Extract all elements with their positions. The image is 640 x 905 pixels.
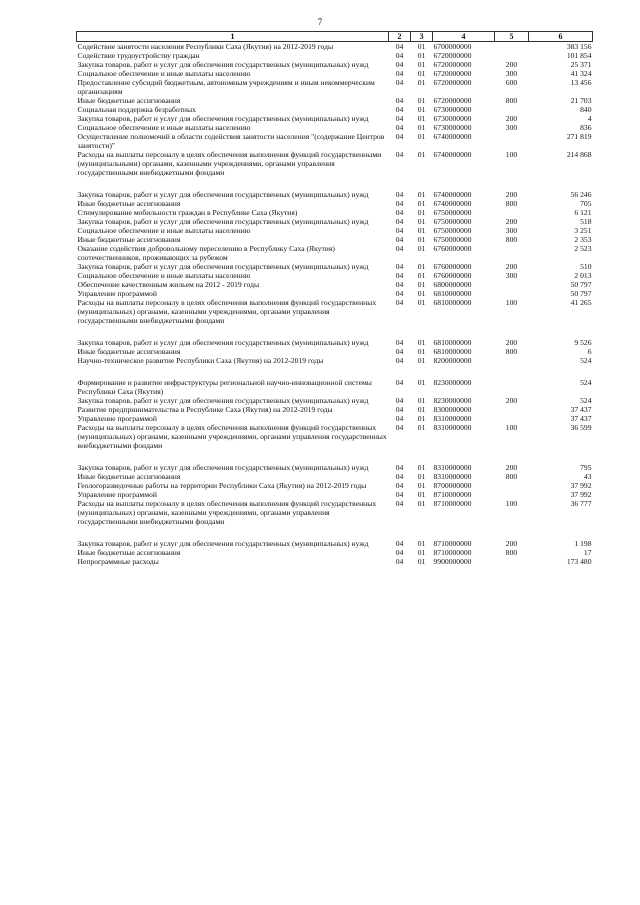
expense-type-cell: 200 (505, 217, 518, 226)
amount-cell: 13 456 (570, 78, 592, 87)
amount-cell: 41 265 (570, 298, 592, 307)
expense-type-cell (495, 378, 529, 396)
amount-cell: 50 797 (570, 289, 592, 298)
row-name-cell: Социальное обеспечение и иные выплаты населению (77, 271, 251, 280)
table-row (77, 114, 593, 123)
section-code-cell: 04 (395, 123, 404, 132)
row-name-cell: Расходы на выплаты персоналу в целях обеспечения выполнения функций государственных (муниципальных) органами, казенными учреждениями, органами управления государственных внебюджетными фондами (77, 423, 387, 450)
section-code-cell: 04 (395, 289, 404, 298)
subsection-code-cell: 01 (417, 132, 426, 141)
table-row (77, 539, 593, 548)
row-name-cell: Иные бюджетные ассигнования (77, 472, 181, 481)
expense-type-cell (495, 405, 529, 414)
subsection-code-cell: 01 (417, 396, 426, 405)
target-article-cell: 8700000000 (433, 481, 472, 490)
section-code-cell: 04 (395, 356, 404, 365)
amount-cell: 6 (587, 347, 592, 356)
row-name-cell: Управление программой (77, 414, 157, 423)
expense-type-cell: 800 (505, 235, 518, 244)
target-article-cell: 8710000000 (433, 539, 472, 548)
target-article-cell: 6740000000 (433, 190, 472, 199)
subsection-code-cell: 01 (417, 199, 426, 208)
amount-cell: 101 854 (566, 51, 592, 60)
table-row (77, 557, 593, 566)
amount-cell: 25 371 (570, 60, 592, 69)
expense-type-cell (495, 490, 529, 499)
expense-type-cell (495, 51, 529, 60)
subsection-code-cell: 01 (417, 378, 426, 387)
section-code-cell: 04 (395, 347, 404, 356)
table-row (77, 423, 593, 463)
expense-type-cell (495, 414, 529, 423)
row-name-cell: Закупка товаров, работ и услуг для обеспечения государственных (муниципальных) нужд (77, 190, 369, 199)
section-code-cell: 04 (395, 96, 404, 105)
expense-type-cell (495, 132, 529, 150)
row-name-cell: Научно-техническое развитие Республики Саха (Якутия) на 2012-2019 годы (77, 356, 324, 365)
section-code-cell: 04 (395, 150, 404, 159)
target-article-cell: 8310000000 (433, 463, 472, 472)
amount-cell: 50 797 (570, 280, 592, 289)
page-number: 7 (317, 17, 323, 27)
subsection-code-cell: 01 (417, 414, 426, 423)
row-name-cell: Иные бюджетные ассигнования (77, 235, 181, 244)
expense-type-cell: 600 (505, 78, 518, 87)
target-article-cell: 8310000000 (433, 414, 472, 423)
row-name-cell: Расходы на выплаты персоналу в целях обеспечения выполнения функций государственных (муниципальных) органами, казенными учреждениями, органами управления государственными внебюджетными фондами (77, 499, 377, 526)
target-article-cell: 8710000000 (433, 490, 472, 499)
amount-cell: 17 (583, 548, 592, 557)
subsection-code-cell: 01 (417, 463, 426, 472)
row-name-cell: Закупка товаров, работ и услуг для обеспечения государственных (муниципальных) нужд (77, 338, 369, 347)
subsection-code-cell: 01 (417, 190, 426, 199)
table-row (77, 481, 593, 490)
table-row (77, 96, 593, 105)
row-name-cell: Социальная поддержка безработных (77, 105, 196, 114)
table-row (77, 472, 593, 481)
subsection-code-cell: 01 (417, 347, 426, 356)
expense-type-cell (495, 280, 529, 289)
target-article-cell: 8300000000 (433, 405, 472, 414)
table-row (77, 132, 593, 150)
subsection-code-cell: 01 (417, 96, 426, 105)
section-code-cell: 04 (395, 190, 404, 199)
subsection-code-cell: 01 (417, 114, 426, 123)
expense-type-cell (495, 481, 529, 490)
amount-cell: 214 868 (566, 150, 592, 159)
expense-type-cell (495, 208, 529, 217)
table-row (77, 217, 593, 226)
target-article-cell: 8200000000 (433, 356, 472, 365)
header-col-3: 3 (411, 32, 433, 42)
expense-type-cell: 300 (505, 226, 518, 235)
table-row (77, 226, 593, 235)
row-name-cell: Закупка товаров, работ и услуг для обеспечения государственных (муниципальных) нужд (77, 114, 369, 123)
expense-type-cell: 300 (505, 271, 518, 280)
expense-type-cell: 100 (505, 150, 518, 159)
table-row (77, 262, 593, 271)
subsection-code-cell: 01 (417, 548, 426, 557)
row-name-cell: Закупка товаров, работ и услуг для обеспечения государственных (муниципальных) нужд (77, 262, 369, 271)
section-code-cell: 04 (395, 423, 404, 432)
subsection-code-cell: 01 (417, 557, 426, 566)
subsection-code-cell: 01 (417, 226, 426, 235)
subsection-code-cell: 01 (417, 244, 426, 253)
subsection-code-cell: 01 (417, 271, 426, 280)
subsection-code-cell: 01 (417, 69, 426, 78)
section-code-cell: 04 (395, 235, 404, 244)
section-code-cell: 04 (395, 539, 404, 548)
target-article-cell: 6810000000 (433, 338, 472, 347)
subsection-code-cell: 01 (417, 338, 426, 347)
row-name-cell: Закупка товаров, работ и услуг для обеспечения государственных (муниципальных) нужд (77, 463, 369, 472)
amount-cell: 3 251 (574, 226, 592, 235)
target-article-cell: 6740000000 (433, 150, 472, 159)
row-name-cell: Иные бюджетные ассигнования (77, 548, 181, 557)
row-name-cell: Иные бюджетные ассигнования (77, 96, 181, 105)
amount-cell: 37 992 (570, 481, 592, 490)
expense-type-cell: 800 (505, 199, 518, 208)
amount-cell: 43 (583, 472, 592, 481)
target-article-cell: 6810000000 (433, 298, 472, 307)
amount-cell: 2 353 (574, 235, 592, 244)
section-code-cell: 04 (395, 405, 404, 414)
expense-type-cell: 800 (505, 347, 518, 356)
subsection-code-cell: 01 (417, 42, 426, 51)
section-code-cell: 04 (395, 396, 404, 405)
row-name-cell: Непрограммные расходы (77, 557, 159, 566)
row-name-cell: Стимулирование мобильности граждан в Республике Саха (Якутия) (77, 208, 298, 217)
expense-type-cell (495, 244, 529, 262)
header-col-6: 6 (529, 32, 593, 42)
amount-cell: 56 246 (570, 190, 592, 199)
amount-cell: 383 156 (566, 42, 592, 51)
expense-type-cell: 200 (505, 262, 518, 271)
subsection-code-cell: 01 (417, 481, 426, 490)
subsection-code-cell: 01 (417, 123, 426, 132)
expense-type-cell: 200 (505, 539, 518, 548)
target-article-cell: 6810000000 (433, 289, 472, 298)
section-code-cell: 04 (395, 114, 404, 123)
target-article-cell: 6700000000 (433, 42, 472, 51)
section-code-cell: 04 (395, 244, 404, 253)
section-code-cell: 04 (395, 338, 404, 347)
target-article-cell: 8710000000 (433, 499, 472, 508)
expense-type-cell: 200 (505, 190, 518, 199)
table-row (77, 548, 593, 557)
target-article-cell: 6720000000 (433, 51, 472, 60)
row-name-cell: Иные бюджетные ассигнования (77, 347, 181, 356)
row-name-cell: Предоставление субсидий бюджетным, автономным учреждениям и иным некоммерческим организациям (77, 78, 375, 96)
row-name-cell: Социальное обеспечение и иные выплаты населению (77, 69, 251, 78)
amount-cell: 795 (580, 463, 592, 472)
table-row (77, 78, 593, 96)
target-article-cell: 6730000000 (433, 123, 472, 132)
amount-cell: 1 198 (574, 539, 592, 548)
expense-type-cell: 200 (505, 463, 518, 472)
table-row (77, 271, 593, 280)
section-code-cell: 04 (395, 105, 404, 114)
expense-type-cell: 800 (505, 96, 518, 105)
table-row (77, 396, 593, 405)
table-row (77, 244, 593, 262)
subsection-code-cell: 01 (417, 235, 426, 244)
section-code-cell: 04 (395, 557, 404, 566)
row-name-cell: Расходы на выплаты персоналу в целях обеспечения выполнения функций государственными (муниципальными) органами, казенными учреждениями, органами управления государственными внебюджетными фондами (77, 150, 382, 177)
subsection-code-cell: 01 (417, 356, 426, 365)
subsection-code-cell: 01 (417, 423, 426, 432)
amount-cell: 524 (580, 396, 592, 405)
expense-type-cell (495, 105, 529, 114)
amount-cell: 173 480 (566, 557, 592, 566)
amount-cell: 36 777 (570, 499, 592, 508)
target-article-cell: 6750000000 (433, 208, 472, 217)
amount-cell: 518 (580, 217, 592, 226)
table-row (77, 150, 593, 190)
target-article-cell: 8310000000 (433, 472, 472, 481)
table-row (77, 208, 593, 217)
subsection-code-cell: 01 (417, 405, 426, 414)
table-row (77, 347, 593, 356)
table-row (77, 60, 593, 69)
subsection-code-cell: 01 (417, 539, 426, 548)
table-row (77, 199, 593, 208)
expense-type-cell (495, 356, 529, 378)
section-code-cell: 04 (395, 271, 404, 280)
target-article-cell: 6810000000 (433, 347, 472, 356)
subsection-code-cell: 01 (417, 499, 426, 508)
subsection-code-cell: 01 (417, 289, 426, 298)
table-row (77, 42, 593, 52)
amount-cell: 41 324 (570, 69, 592, 78)
table-row (77, 463, 593, 472)
expense-type-cell (495, 42, 529, 52)
amount-cell: 836 (580, 123, 592, 132)
amount-cell: 2 013 (574, 271, 592, 280)
target-article-cell: 8310000000 (433, 423, 472, 432)
amount-cell: 9 526 (574, 338, 592, 347)
expense-type-cell (495, 557, 529, 566)
header-col-2: 2 (389, 32, 411, 42)
target-article-cell: 6730000000 (433, 114, 472, 123)
subsection-code-cell: 01 (417, 208, 426, 217)
row-name-cell: Формирование и развитие инфраструктуры региональной научно-инновационной системы Республики Саха (Якутия) (77, 378, 372, 396)
target-article-cell: 6720000000 (433, 69, 472, 78)
target-article-cell: 6760000000 (433, 244, 472, 253)
row-name-cell: Расходы на выплаты персоналу в целях обеспечения выполнения функций государственных (муниципальных) органами, казенными учреждениями, органами управления государственными внебюджетными фондами (77, 298, 377, 325)
target-article-cell: 6750000000 (433, 235, 472, 244)
subsection-code-cell: 01 (417, 217, 426, 226)
expense-type-cell: 100 (505, 423, 518, 432)
target-article-cell: 6750000000 (433, 226, 472, 235)
subsection-code-cell: 01 (417, 78, 426, 87)
table-row (77, 414, 593, 423)
row-name-cell: Закупка товаров, работ и услуг для обеспечения государственных (муниципальных) нужд (77, 396, 369, 405)
table-row (77, 69, 593, 78)
table-row (77, 289, 593, 298)
section-code-cell: 04 (395, 226, 404, 235)
target-article-cell: 6800000000 (433, 280, 472, 289)
target-article-cell: 6720000000 (433, 96, 472, 105)
target-article-cell: 6730000000 (433, 105, 472, 114)
target-article-cell: 6740000000 (433, 132, 472, 141)
section-code-cell: 04 (395, 481, 404, 490)
target-article-cell: 6720000000 (433, 78, 472, 87)
table-row (77, 123, 593, 132)
section-code-cell: 04 (395, 298, 404, 307)
section-code-cell: 04 (395, 262, 404, 271)
target-article-cell: 8710000000 (433, 548, 472, 557)
amount-cell: 524 (580, 356, 592, 365)
section-code-cell: 04 (395, 499, 404, 508)
budget-table (76, 31, 593, 566)
row-name-cell: Геологоразведочные работы на территории Республики Саха (Якутия) на 2012-2019 годы (77, 481, 367, 490)
table-body (77, 42, 593, 567)
section-code-cell: 04 (395, 217, 404, 226)
subsection-code-cell: 01 (417, 60, 426, 69)
section-code-cell: 04 (395, 42, 404, 51)
header-col-1: 1 (77, 32, 389, 42)
amount-cell: 4 (587, 114, 592, 123)
table-row (77, 298, 593, 338)
target-article-cell: 6740000000 (433, 199, 472, 208)
amount-cell: 37 992 (570, 490, 592, 499)
row-name-cell: Управление программой (77, 289, 157, 298)
amount-cell: 2 523 (574, 244, 592, 253)
section-code-cell: 04 (395, 199, 404, 208)
section-code-cell: 04 (395, 208, 404, 217)
amount-cell: 271 819 (566, 132, 592, 141)
amount-cell: 6 121 (574, 208, 592, 217)
row-name-cell: Оказание содействия добровольному переселению в Республику Саха (Якутия) соотечественников, проживающих за рубежом (77, 244, 335, 262)
amount-cell: 705 (580, 199, 592, 208)
row-name-cell: Социальное обеспечение и иные выплаты населению (77, 226, 251, 235)
target-article-cell: 6760000000 (433, 271, 472, 280)
section-code-cell: 04 (395, 490, 404, 499)
row-name-cell: Закупка товаров, работ и услуг для обеспечения государственных (муниципальных) нужд (77, 60, 369, 69)
section-code-cell: 04 (395, 463, 404, 472)
section-code-cell: 04 (395, 60, 404, 69)
expense-type-cell: 100 (505, 298, 518, 307)
subsection-code-cell: 01 (417, 105, 426, 114)
table-header-row (77, 32, 593, 42)
row-name-cell: Содействие занятости населения Республики Саха (Якутия) на 2012-2019 годы (77, 42, 334, 51)
header-col-4: 4 (433, 32, 495, 42)
expense-type-cell (495, 289, 529, 298)
target-article-cell: 8230000000 (433, 396, 472, 405)
subsection-code-cell: 01 (417, 150, 426, 159)
row-name-cell: Управление программой (77, 490, 157, 499)
table-row (77, 499, 593, 539)
section-code-cell: 04 (395, 132, 404, 141)
expense-type-cell: 800 (505, 472, 518, 481)
amount-cell: 37 437 (570, 405, 592, 414)
row-name-cell: Осуществление полномочий в области содействия занятости населения "(содержание Центров занятости)" (77, 132, 385, 150)
table-row (77, 105, 593, 114)
row-name-cell: Содействие трудоустройству граждан (77, 51, 200, 60)
expense-type-cell: 300 (505, 123, 518, 132)
section-code-cell: 04 (395, 51, 404, 60)
target-article-cell: 6750000000 (433, 217, 472, 226)
section-code-cell: 04 (395, 472, 404, 481)
expense-type-cell: 100 (505, 499, 518, 508)
section-code-cell: 04 (395, 378, 404, 387)
target-article-cell: 9900000000 (433, 557, 472, 566)
subsection-code-cell: 01 (417, 262, 426, 271)
amount-cell: 21 703 (570, 96, 592, 105)
row-name-cell: Обеспечение качественным жильем на 2012 - 2019 годы (77, 280, 260, 289)
subsection-code-cell: 01 (417, 490, 426, 499)
table-row (77, 235, 593, 244)
header-col-5: 5 (495, 32, 529, 42)
expense-type-cell: 800 (505, 548, 518, 557)
row-name-cell: Иные бюджетные ассигнования (77, 199, 181, 208)
table-row (77, 338, 593, 347)
target-article-cell: 6760000000 (433, 262, 472, 271)
row-name-cell: Развитие предпринимательства в Республике Саха (Якутия) на 2012-2019 годы (77, 405, 333, 414)
amount-cell: 37 437 (570, 414, 592, 423)
amount-cell: 524 (580, 378, 592, 387)
section-code-cell: 04 (395, 69, 404, 78)
subsection-code-cell: 01 (417, 472, 426, 481)
subsection-code-cell: 01 (417, 298, 426, 307)
table-row (77, 405, 593, 414)
subsection-code-cell: 01 (417, 280, 426, 289)
table-row (77, 190, 593, 199)
table-row (77, 280, 593, 289)
expense-type-cell: 200 (505, 396, 518, 405)
expense-type-cell: 200 (505, 338, 518, 347)
table-row (77, 490, 593, 499)
row-name-cell: Социальное обеспечение и иные выплаты населению (77, 123, 251, 132)
table-row (77, 51, 593, 60)
row-name-cell: Закупка товаров, работ и услуг для обеспечения государственных (муниципальных) нужд (77, 539, 369, 548)
section-code-cell: 04 (395, 78, 404, 87)
amount-cell: 36 599 (570, 423, 592, 432)
target-article-cell: 6720000000 (433, 60, 472, 69)
expense-type-cell: 200 (505, 60, 518, 69)
subsection-code-cell: 01 (417, 51, 426, 60)
section-code-cell: 04 (395, 548, 404, 557)
amount-cell: 840 (580, 105, 592, 114)
expense-type-cell: 300 (505, 69, 518, 78)
amount-cell: 510 (580, 262, 592, 271)
row-name-cell: Закупка товаров, работ и услуг для обеспечения государственных (муниципальных) нужд (77, 217, 369, 226)
target-article-cell: 8230000000 (433, 378, 472, 387)
expense-type-cell: 200 (505, 114, 518, 123)
section-code-cell: 04 (395, 414, 404, 423)
table-row (77, 378, 593, 396)
table-row (77, 356, 593, 378)
section-code-cell: 04 (395, 280, 404, 289)
